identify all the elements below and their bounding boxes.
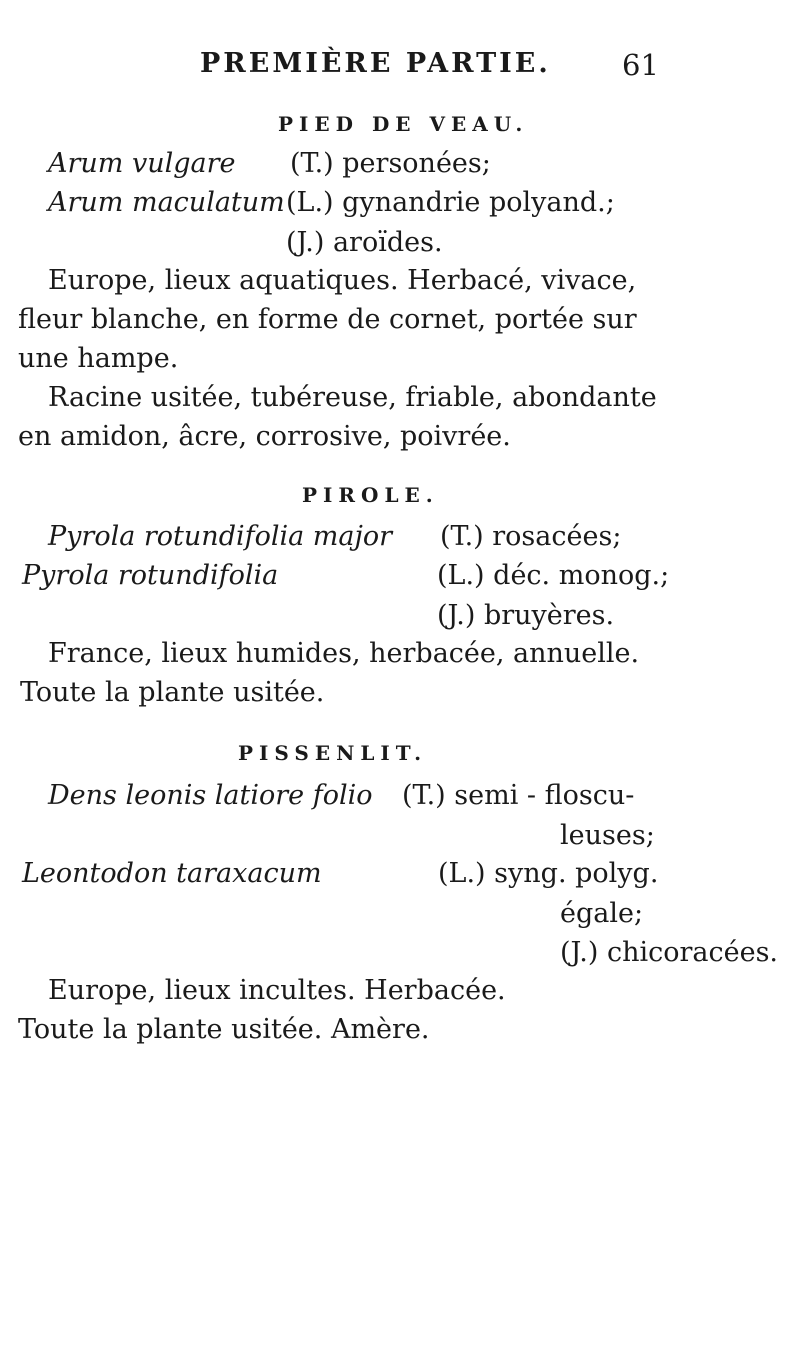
tournefort-ref: (T.) rosacées; — [440, 521, 622, 552]
description-line: Toute la plante usitée. Amère. — [18, 1014, 430, 1045]
description-line: Europe, lieux incultes. Herbacée. — [48, 975, 506, 1006]
running-head: PREMIÈRE PARTIE. — [200, 48, 551, 79]
tournefort-name: Dens leonis latiore folio — [48, 780, 373, 811]
description-line: France, lieux humides, herbacée, annuelle. — [48, 638, 640, 669]
jussieu-ref: (J.) chicoracées. — [560, 937, 779, 968]
jussieu-ref: (J.) bruyères. — [437, 600, 615, 631]
linnaeus-name: Pyrola rotundifolia — [22, 560, 279, 591]
description-line: Europe, lieux aquatiques. Herbacé, vivace, — [48, 265, 637, 296]
linnaeus-ref: (L.) déc. monog.; — [437, 560, 670, 591]
description-line: en amidon, âcre, corrosive, poivrée. — [18, 421, 511, 452]
entry-heading: PIED DE VEAU. — [278, 112, 529, 136]
linnaeus-name: Arum maculatum — [48, 187, 285, 218]
tournefort-ref: (T.) semi - floscu- — [402, 780, 635, 811]
tournefort-name: Pyrola rotundifolia major — [48, 521, 393, 552]
tournefort-name: Arum vulgare — [48, 148, 236, 179]
jussieu-ref: (J.) aroïdes. — [286, 227, 443, 258]
linnaeus-ref: (L.) syng. polyg. — [438, 858, 659, 889]
description-line: fleur blanche, en forme de cornet, portée sur — [18, 304, 637, 335]
page-number: 61 — [622, 48, 659, 82]
description-line: Racine usitée, tubéreuse, friable, abondante — [48, 382, 657, 413]
linnaeus-name: Leontodon taraxacum — [22, 858, 322, 889]
entry-heading: PIROLE. — [302, 483, 439, 507]
tournefort-ref-continuation: leuses; — [560, 820, 655, 851]
linnaeus-ref: (L.) gynandrie polyand.; — [286, 187, 615, 218]
tournefort-ref: (T.) personées; — [290, 148, 491, 179]
entry-heading: PISSENLIT. — [238, 741, 428, 765]
description-line: Toute la plante usitée. — [20, 677, 325, 708]
linnaeus-ref-continuation: égale; — [560, 898, 644, 929]
description-line: une hampe. — [18, 343, 179, 374]
